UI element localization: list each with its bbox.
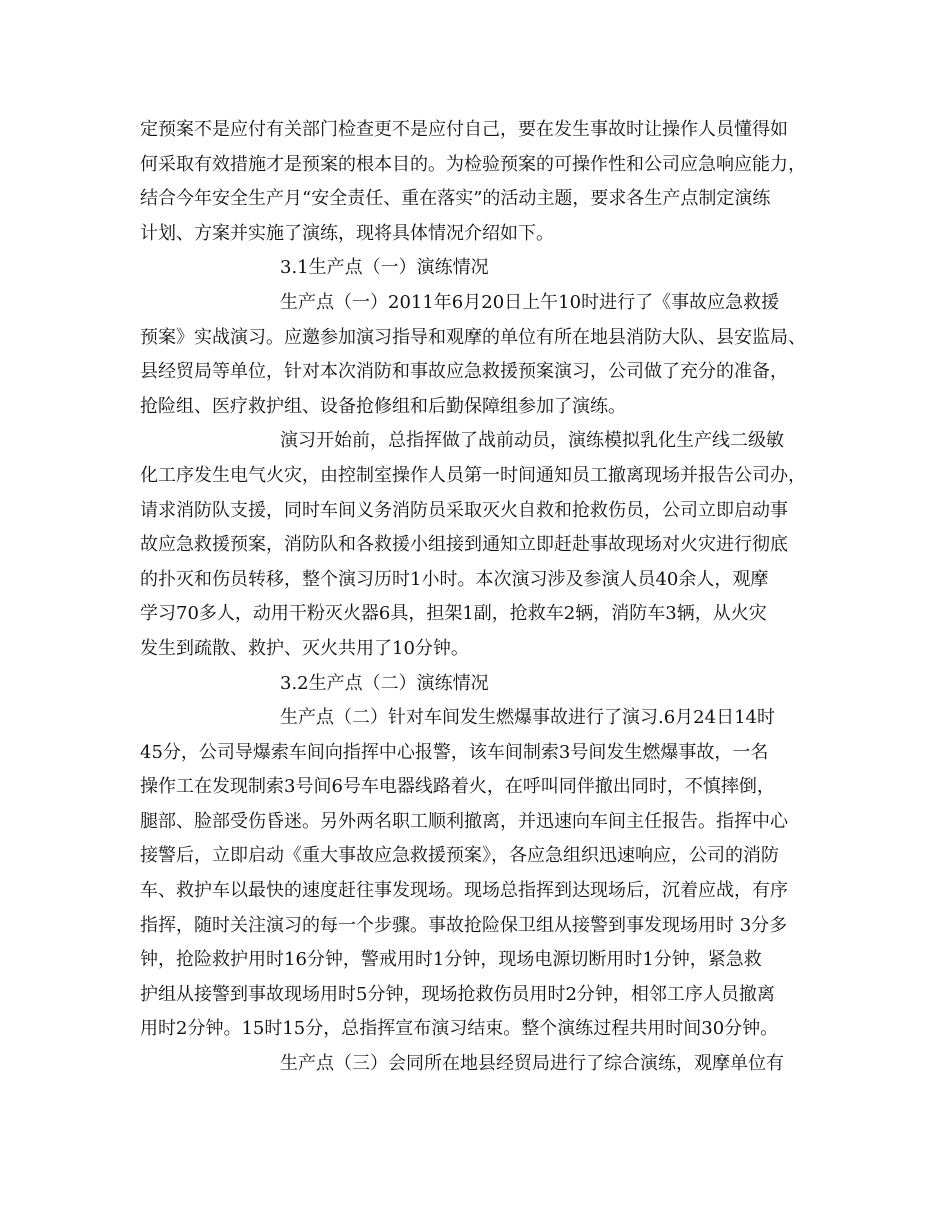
paragraph-line: 计划、方案并实施了演练，现将具体情况介绍如下。 [140,222,554,244]
paragraph-line: 预案》实战演习。应邀参加演习指导和观摩的单位有所在地县消防大队、县安监局、 [140,326,806,348]
paragraph-line: 化工序发生电气火灾，由控制室操作人员第一时间通知员工撤离现场并报告公司办， [140,464,806,486]
paragraph-line: 何采取有效措施才是预案的根本目的。为检验预案的可操作性和公司应急响应能力， [140,153,806,175]
paragraph-line: 腿部、脸部受伤昏迷。另外两名职工顺利撤离，并迅速向车间主任报告。指挥中心 [140,810,788,832]
paragraph-line: 车、救护车以最快的速度赶往事发现场。现场总指挥到达现场后，沉着应战，有序 [140,880,788,902]
paragraph-first-line: 生产点（二）针对车间发生燃爆事故进行了演习.6月24日14时 [280,707,775,729]
paragraph-line: 学习70多人，动用干粉灭火器6具，担架1副，抢救车2辆，消防车3辆，从火灾 [140,603,767,625]
paragraph-line: 结合今年安全生产月“安全责任、重在落实”的活动主题，要求各生产点制定演练 [140,188,771,210]
paragraph-line: 故应急救援预案，消防队和各救援小组接到通知立即赶赴事故现场对火灾进行彻底 [140,534,788,556]
paragraph-line: 定预案不是应付有关部门检查更不是应付自己，要在发生事故时让操作人员懂得如 [140,119,788,140]
paragraph-line: 县经贸局等单位，针对本次消防和事故应急救援预案演习，公司做了充分的准备， [140,361,788,383]
paragraph-line: 请求消防队支援，同时车间义务消防员采取灭火自救和抢救伤员，公司立即启动事 [140,499,788,521]
paragraph-line: 操作工在发现制索3号间6号车电器线路着火，在呼叫同伴撤出同时，不慎摔倒， [140,776,775,798]
section-heading-3-1: 3.1生产点（一）演练情况 [280,257,489,279]
paragraph-line: 护组从接警到事故现场用时5分钟，现场抢救伤员用时2分钟，相邻工序人员撤离 [140,983,775,1005]
paragraph-line: 用时2分钟。15时15分，总指挥宣布演习结束。整个演练过程共用时间30分钟。 [140,1018,779,1040]
paragraph-first-line: 生产点（三）会同所在地县经贸局进行了综合演练，观摩单位有 [280,1053,784,1075]
section-heading-3-2: 3.2生产点（二）演练情况 [280,672,489,694]
document-body [140,113,811,1082]
paragraph-line: 接警后，立即启动《重大事故应急救援预案》，各应急组织迅速响应，公司的消防 [140,845,779,867]
paragraph-first-line: 生产点（一）2011年6月20日上午10时进行了《事故应急救援 [280,291,780,313]
paragraph-line: 的扑灭和伤员转移，整个演习历时1小时。本次演习涉及参演人员40余人，观摩 [140,568,769,590]
paragraph-first-line: 演习开始前，总指挥做了战前动员，演练模拟乳化生产线二级敏 [280,430,784,452]
paragraph-line: 45分，公司导爆索车间向指挥中心报警，该车间制索3号间发生燃爆事故，一名 [140,741,769,763]
paragraph-line: 钟，抢险救护用时16分钟，警戒用时1分钟，现场电源切断用时1分钟，紧急救 [140,949,762,971]
paragraph-line: 发生到疏散、救护、灭火共用了10分钟。 [140,637,469,659]
paragraph-line: 指挥，随时关注演习的每一个步骤。事故抢险保卫组从接警到事发现场用时 3分多 [140,914,788,936]
paragraph-line: 抢险组、医疗救护组、设备抢修组和后勤保障组参加了演练。 [140,395,626,417]
